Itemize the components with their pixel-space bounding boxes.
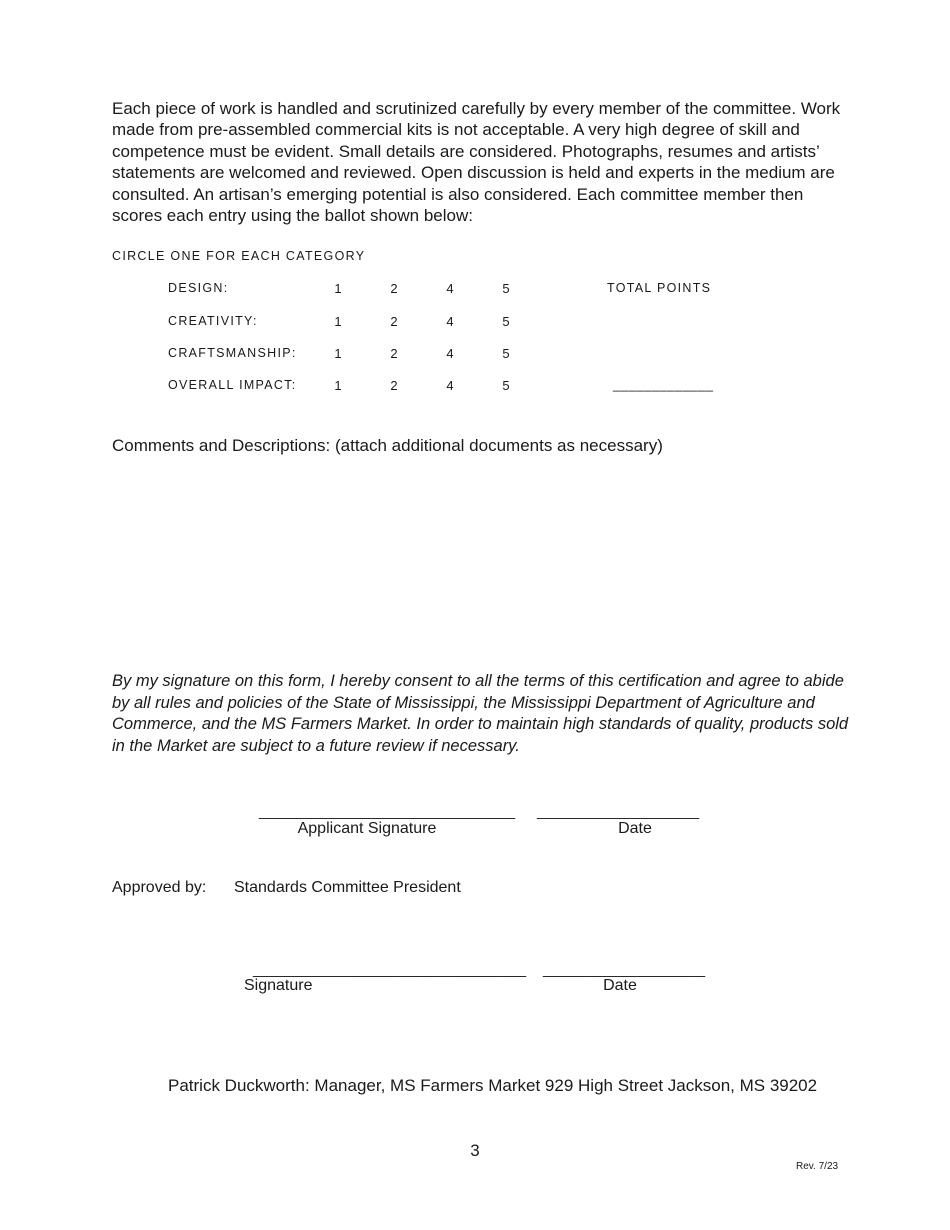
- applicant-signature-label: Applicant Signature: [297, 820, 437, 837]
- score-option[interactable]: 4: [446, 314, 454, 329]
- score-option[interactable]: 4: [446, 346, 454, 361]
- score-option[interactable]: 2: [390, 378, 398, 393]
- score-option[interactable]: 1: [334, 314, 342, 329]
- score-option[interactable]: 5: [502, 314, 510, 329]
- approver-title: Standards Committee President: [234, 879, 461, 896]
- score-option[interactable]: 4: [446, 281, 454, 296]
- approver-date-line[interactable]: ___________________: [543, 961, 706, 978]
- approver-signature-line[interactable]: ________________________________: [253, 961, 527, 978]
- category-label-creativity: CREATIVITY:: [168, 314, 258, 328]
- score-option[interactable]: 2: [390, 281, 398, 296]
- page-number: 3: [470, 1141, 480, 1160]
- approver-date-label: Date: [603, 977, 637, 994]
- score-option[interactable]: 5: [502, 346, 510, 361]
- consent-paragraph: By my signature on this form, I hereby consent to all the terms of this certification and agree to abide by all rules and policies of the State of Mississippi, the Mississippi Department of Agriculture and Commerce, and the MS Farmers Market. In order to maintain high standards of quality, products sold in the Market are subject to a future review if necessary.: [112, 672, 849, 755]
- score-option[interactable]: 5: [502, 378, 510, 393]
- ballot-instruction: CIRCLE ONE FOR EACH CATEGORY: [112, 249, 366, 263]
- category-label-craftsmanship: CRAFTSMANSHIP:: [168, 346, 297, 360]
- category-label-overall-impact: OVERALL IMPACT:: [168, 378, 297, 392]
- approved-by-label: Approved by:: [112, 879, 207, 896]
- footer-contact: Patrick Duckworth: Manager, MS Farmers Market 929 High Street Jackson, MS 39202: [168, 1076, 818, 1095]
- comments-heading: Comments and Descriptions: (attach additional documents as necessary): [112, 436, 663, 455]
- intro-paragraph: Each piece of work is handled and scrutinized carefully by every member of the committee. Work made from pre-assembled commercial kits is not acceptable. A very high degree of skill and competence must be evident. Small details are considered. Photographs, resumes and artists’ statements are welcomed and reviewed. Open discussion is held and experts in the medium are consulted. An artisan’s emerging potential is also considered. Each committee member then scores each entry using the ballot shown below:: [112, 99, 841, 226]
- category-label-design: DESIGN:: [168, 281, 229, 295]
- total-points-field[interactable]: _____________: [613, 377, 714, 392]
- revision-label: Rev. 7/23: [796, 1161, 839, 1172]
- approver-signature-label: Signature: [244, 977, 313, 994]
- score-option[interactable]: 1: [334, 346, 342, 361]
- total-points-label: TOTAL POINTS: [607, 281, 712, 295]
- score-option[interactable]: 2: [390, 314, 398, 329]
- score-option[interactable]: 4: [446, 378, 454, 393]
- applicant-date-label: Date: [618, 820, 652, 837]
- score-option[interactable]: 5: [502, 281, 510, 296]
- score-option[interactable]: 1: [334, 281, 342, 296]
- score-option[interactable]: 1: [334, 378, 342, 393]
- comments-area[interactable]: [112, 466, 852, 656]
- score-option[interactable]: 2: [390, 346, 398, 361]
- applicant-signature-line[interactable]: ______________________________: [259, 803, 516, 820]
- applicant-date-line[interactable]: ___________________: [537, 803, 700, 820]
